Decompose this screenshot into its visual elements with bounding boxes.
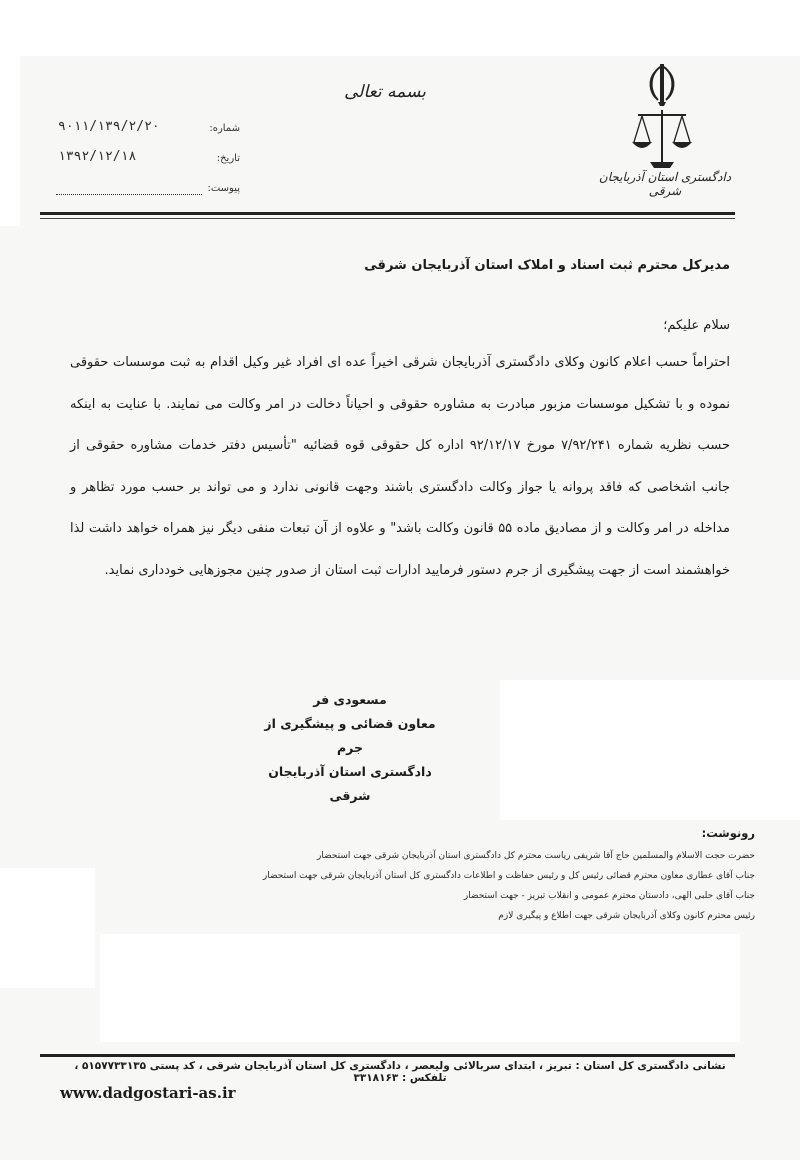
list-item: جناب آقای حلبی الهی، دادستان محترم عمومی و انقلاب تبریز - جهت استحضار	[463, 891, 755, 901]
judiciary-emblem-icon	[628, 62, 696, 180]
copies-title: رونوشت:	[701, 826, 755, 840]
signer-title: معاون قضائی و پیشگیری از جرم	[264, 716, 436, 755]
signature-block	[250, 688, 450, 808]
header-divider	[40, 212, 735, 215]
website-link[interactable]: www.dadgostari-as.ir	[60, 1084, 236, 1102]
copies-list	[195, 846, 755, 926]
scan-blank-left	[0, 868, 95, 988]
header-divider-thin	[40, 218, 735, 219]
addressee: مدیرکل محترم ثبت اسناد و املاک استان آذربایجان شرقی	[364, 258, 730, 273]
organization-name: دادگستری استان آذربایجان شرقی	[598, 170, 732, 198]
letter-number	[52, 116, 242, 138]
signer-organization: دادگستری استان آذربایجان شرقی	[268, 764, 432, 803]
signer-name: مسعودی فر	[313, 692, 387, 707]
letter-date	[52, 146, 242, 168]
letter-number-value: ۹۰۱۱/۱۳۹/۲/۲۰	[58, 119, 160, 134]
list-item: جناب آقای عطاری معاون محترم قضائی رئیس کل و رئیس حفاظت و اطلاعات دادگستری کل استان آذربایجان شرقی جهت استحضار	[262, 871, 755, 881]
letter-body: احتراماً حسب اعلام کانون وکلای دادگستری آذربایجان شرقی اخیراً عده ای افراد غیر وکیل اقدام به ثبت موسسات حقوقی نموده و با تشکیل موسسات مزبور مبادرت به مشاوره حقوقی و احیاناً دخالت در امر وکالت می نمایند. با عنایت به اینکه حسب نظریه شماره ۷/۹۲/۲۴۱ مورخ ۹۲/۱۲/۱۷ اداره کل حقوقی قوه قضائیه "تأسیس دفتر خدمات مشاوره حقوقی از جانب اشخاصی که فاقد پروانه یا جواز وکالت دادگستری باشند وجهت قانونی ندارد و می تواند بر حسب مورد تظاهر و مداخله در امر وکالت و از مصادیق ماده ۵۵ قانون وکالت باشد" و علاوه از آن تبعات منفی دیگر نیز همراه خواهد داشت لذا خواهشمند است از جهت پیشگیری از جرم دستور فرمایید ادارات ثبت استان از صدور چنین مجوزهایی خودداری نماید.	[70, 355, 731, 578]
footer-address: نشانی دادگستری کل استان : تبریز ، ابتدای سربالائی ولیعصر ، دادگستری کل استان آذربایجان شرقی ، کد پستی ۵۱۵۷۷۳۳۱۳۵ ، تلفکس : ۳۳۱۸۱۶۳	[74, 1060, 726, 1084]
greeting: سلام علیکم؛	[663, 318, 730, 333]
letter-number-label: شماره:	[209, 123, 240, 134]
scan-blank-bottom	[100, 934, 740, 1042]
scan-top-margin	[0, 0, 800, 56]
letter-date-label: تاریخ:	[216, 153, 240, 164]
basmala: بسمه تعالی	[344, 82, 426, 102]
letter-attachment	[52, 176, 242, 198]
letter-attachment-label: پیوست:	[207, 183, 240, 194]
list-item: رئیس محترم کانون وکلای آذربایجان شرقی جهت اطلاع و پیگیری لازم	[498, 911, 755, 921]
footer-divider	[40, 1054, 735, 1057]
scan-blank-right	[500, 680, 800, 820]
scan-left-margin	[0, 56, 20, 226]
letter-date-value: ۱۳۹۲/۱۲/۱۸	[58, 149, 137, 164]
list-item: حضرت حجت الاسلام والمسلمین حاج آقا شریفی ریاست محترم کل دادگستری استان آذربایجان شرقی جهت استحضار	[316, 851, 755, 861]
